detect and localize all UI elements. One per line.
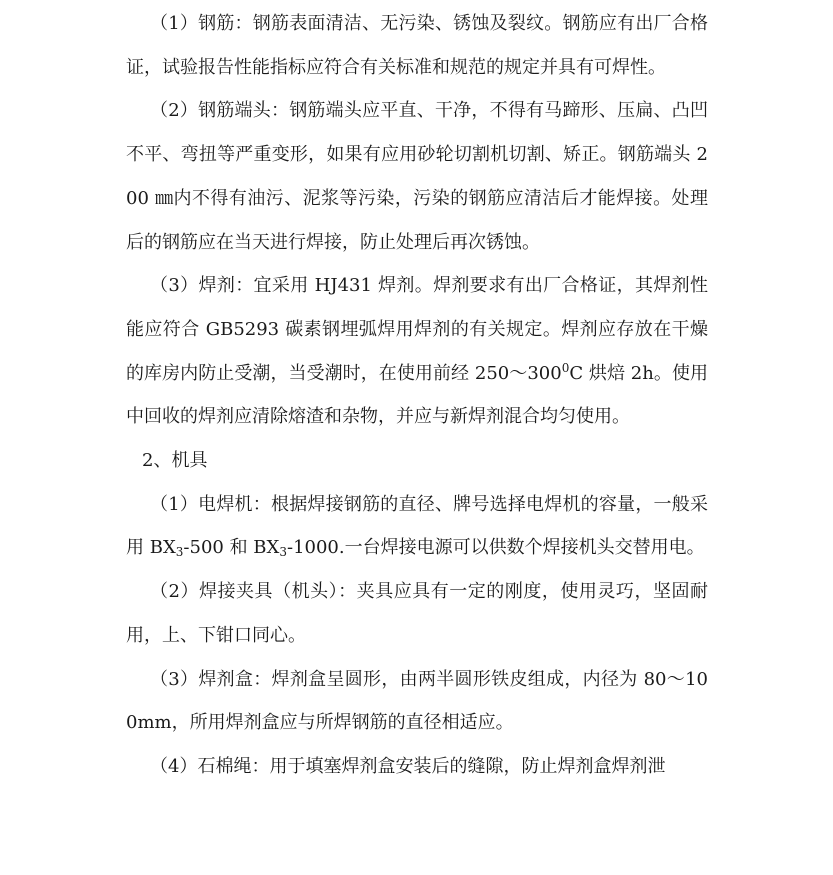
degree-superscript: 0 (561, 360, 570, 375)
paragraph-rebar: （1）钢筋：钢筋表面清洁、无污染、锈蚀及裂纹。钢筋应有出厂合格证，试验报告性能指标应符合有关标准和规范的规定并具有可焊性。 (126, 13, 708, 78)
subscript-2: 3 (279, 545, 287, 560)
paragraph-clamp: （2）焊接夹具（机头）：夹具应具有一定的刚度，使用灵巧，坚固耐用，上、下钳口同心。 (126, 581, 708, 646)
welder-text-3: -1000.一台焊接电源可以供数个焊接机头交替用电。 (286, 537, 705, 559)
section-heading-equipment: 2、机具 (142, 450, 208, 472)
paragraph-flux (126, 264, 708, 439)
paragraph-flux-box: （3）焊剂盒：焊剂盒呈圆形，由两半圆形铁皮组成，内径为 80～100mm，所用焊剂盒应与所焊钢筋的直径相适应。 (126, 668, 708, 734)
flux-text-2: C 烘焙 2h。使用中回收的焊剂应清除熔渣和杂物，并应与新焊剂混合均匀使用。 (126, 362, 709, 428)
document-page (126, 2, 708, 789)
paragraph-rebar-ends: （2）钢筋端头：钢筋端头应平直、干净，不得有马蹄形、压扁、凸凹不平、弯扭等严重变形，如果有应用砂轮切割机切割、矫正。钢筋端头 200 ㎜内不得有油污、泥浆等污染，污染的钢筋应清洁后才能焊接。处理后的钢筋应在当天进行焊接，防止处理后再次锈蚀。 (126, 100, 708, 253)
welder-text-2: -500 和 BX (183, 537, 280, 559)
welder-text-1: （1）电焊机：根据焊接钢筋的直径、牌号选择电焊机的容量，一般采用 BX (126, 493, 708, 559)
subscript-1: 3 (175, 545, 184, 560)
paragraph-asbestos-rope: （4）石棉绳：用于填塞焊剂盒安装后的缝隙，防止焊剂盒焊剂泄 (150, 755, 666, 777)
flux-text-1: （3）焊剂：宜采用 HJ431 焊剂。焊剂要求有出厂合格证，其焊剂性能应符合 GB5293 碳素钢埋弧焊用焊剂的有关规定。焊剂应存放在干燥的库房内防止受潮，当受潮时，在使用前经 250～300 (126, 275, 708, 384)
paragraph-welder (126, 483, 708, 570)
